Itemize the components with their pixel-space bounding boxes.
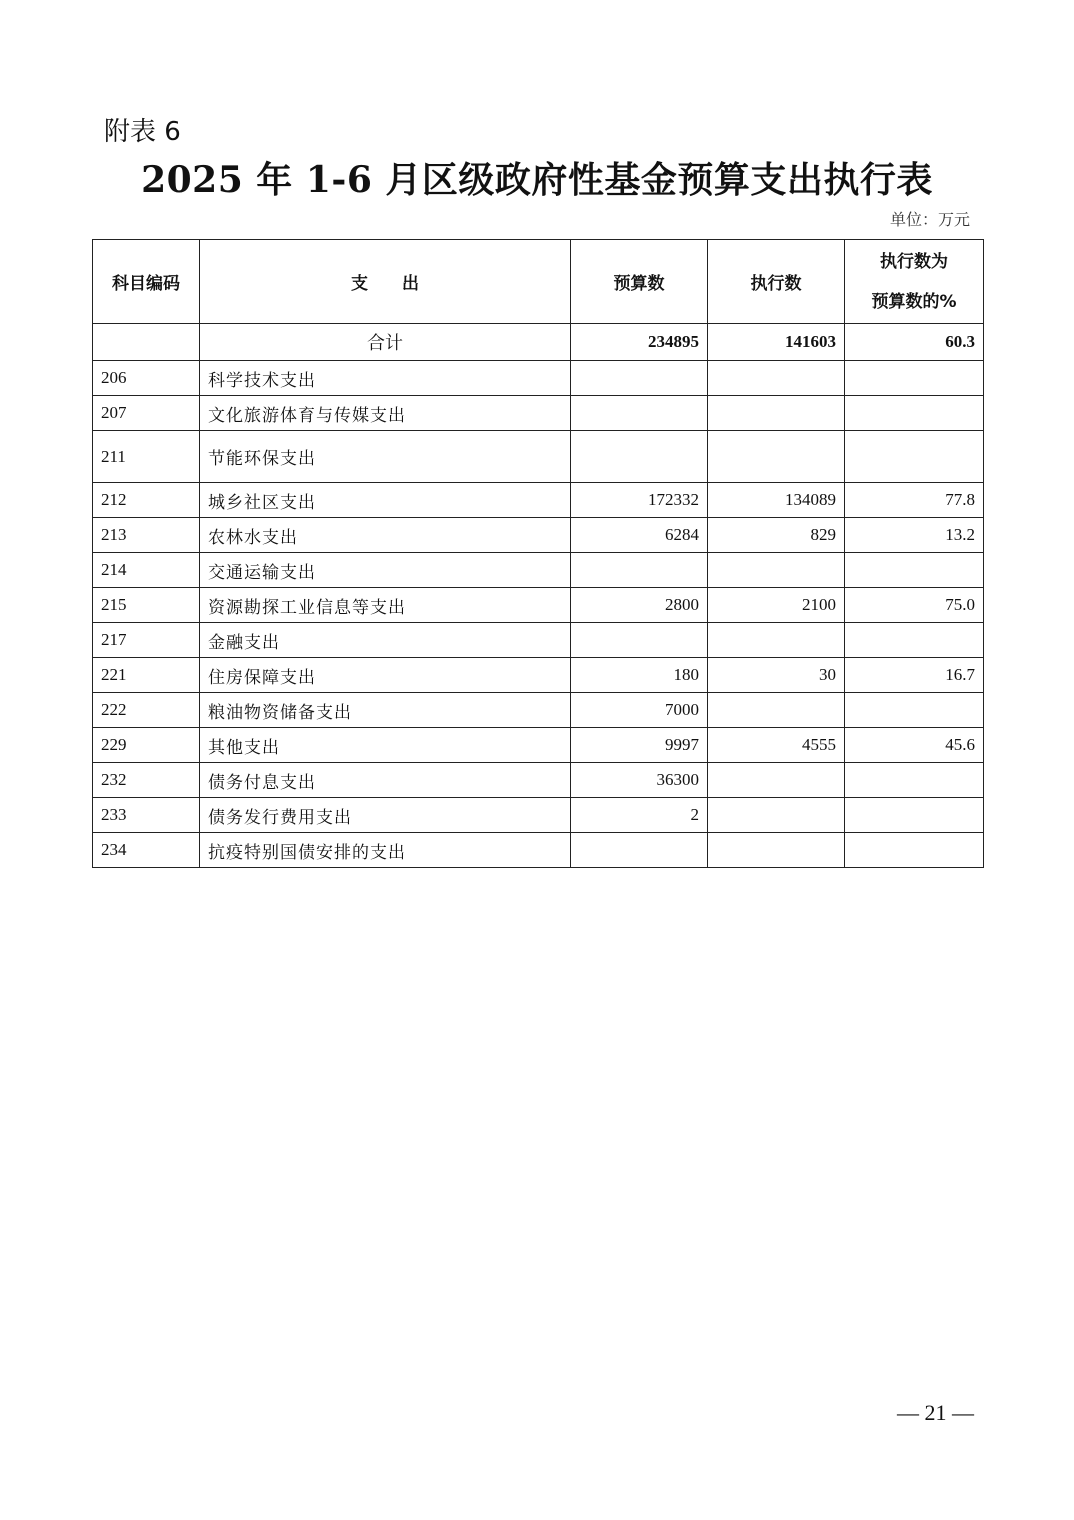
row-name: 抗疫特别国债安排的支出 — [200, 833, 571, 868]
header-executed: 执行数 — [708, 240, 845, 324]
total-row — [93, 324, 984, 361]
expenditure-table — [92, 239, 984, 868]
row-code: 211 — [93, 431, 200, 483]
header-budget: 预算数 — [571, 240, 708, 324]
row-ratio: 75.0 — [845, 588, 984, 623]
row-code: 214 — [93, 553, 200, 588]
table-row — [93, 833, 984, 868]
row-ratio: 77.8 — [845, 483, 984, 518]
row-name: 其他支出 — [200, 728, 571, 763]
row-ratio — [845, 623, 984, 658]
row-name: 农林水支出 — [200, 518, 571, 553]
row-executed: 30 — [708, 658, 845, 693]
row-budget — [571, 833, 708, 868]
table-row — [93, 798, 984, 833]
total-budget: 234895 — [571, 324, 708, 361]
row-code: 207 — [93, 396, 200, 431]
row-code: 234 — [93, 833, 200, 868]
row-code: 232 — [93, 763, 200, 798]
row-budget: 9997 — [571, 728, 708, 763]
header-item: 支 出 — [200, 240, 571, 324]
row-ratio: 13.2 — [845, 518, 984, 553]
header-ratio-line2: 预算数的% — [871, 291, 957, 312]
row-executed — [708, 693, 845, 728]
row-name: 债务发行费用支出 — [200, 798, 571, 833]
row-ratio — [845, 361, 984, 396]
row-executed — [708, 431, 845, 483]
row-name: 城乡社区支出 — [200, 483, 571, 518]
row-ratio: 45.6 — [845, 728, 984, 763]
row-budget: 2800 — [571, 588, 708, 623]
row-name: 金融支出 — [200, 623, 571, 658]
row-code: 206 — [93, 361, 200, 396]
page-number: — 21 — — [897, 1400, 974, 1425]
row-code: 222 — [93, 693, 200, 728]
header-code: 科目编码 — [93, 240, 200, 324]
table-row — [93, 396, 984, 431]
row-ratio — [845, 431, 984, 483]
row-executed — [708, 833, 845, 868]
row-executed — [708, 798, 845, 833]
row-code: 215 — [93, 588, 200, 623]
total-label: 合计 — [200, 324, 571, 361]
row-name: 债务付息支出 — [200, 763, 571, 798]
header-ratio-line1: 执行数为 — [880, 251, 948, 272]
table-row — [93, 518, 984, 553]
total-executed: 141603 — [708, 324, 845, 361]
table-header-row — [93, 240, 984, 324]
row-executed — [708, 361, 845, 396]
table-row — [93, 588, 984, 623]
row-budget: 6284 — [571, 518, 708, 553]
row-name: 住房保障支出 — [200, 658, 571, 693]
row-name: 科学技术支出 — [200, 361, 571, 396]
row-budget — [571, 623, 708, 658]
row-code: 233 — [93, 798, 200, 833]
row-code: 221 — [93, 658, 200, 693]
table-row — [93, 728, 984, 763]
row-budget: 180 — [571, 658, 708, 693]
row-budget — [571, 396, 708, 431]
row-name: 资源勘探工业信息等支出 — [200, 588, 571, 623]
row-code: 213 — [93, 518, 200, 553]
row-executed — [708, 763, 845, 798]
row-ratio — [845, 693, 984, 728]
row-budget: 7000 — [571, 693, 708, 728]
row-executed: 2100 — [708, 588, 845, 623]
row-executed — [708, 396, 845, 431]
row-budget — [571, 553, 708, 588]
row-executed: 829 — [708, 518, 845, 553]
table-row — [93, 553, 984, 588]
row-name: 交通运输支出 — [200, 553, 571, 588]
row-ratio — [845, 763, 984, 798]
row-ratio — [845, 396, 984, 431]
row-ratio — [845, 553, 984, 588]
table-row — [93, 431, 984, 483]
row-name: 文化旅游体育与传媒支出 — [200, 396, 571, 431]
row-code: 229 — [93, 728, 200, 763]
table-row — [93, 483, 984, 518]
row-ratio — [845, 833, 984, 868]
table-row — [93, 658, 984, 693]
row-budget — [571, 361, 708, 396]
row-executed: 4555 — [708, 728, 845, 763]
attachment-label: 附表 6 — [104, 117, 181, 147]
row-budget — [571, 431, 708, 483]
row-code: 217 — [93, 623, 200, 658]
row-budget: 36300 — [571, 763, 708, 798]
row-executed — [708, 553, 845, 588]
row-budget: 2 — [571, 798, 708, 833]
total-code — [93, 324, 200, 361]
row-ratio: 16.7 — [845, 658, 984, 693]
row-executed — [708, 623, 845, 658]
row-code: 212 — [93, 483, 200, 518]
row-ratio — [845, 798, 984, 833]
header-ratio — [845, 240, 984, 324]
total-ratio: 60.3 — [845, 324, 984, 361]
unit-label: 单位：万元 — [889, 210, 970, 229]
row-name: 粮油物资储备支出 — [200, 693, 571, 728]
row-budget: 172332 — [571, 483, 708, 518]
row-executed: 134089 — [708, 483, 845, 518]
table-row — [93, 623, 984, 658]
table-row — [93, 693, 984, 728]
page-title: 2025 年 1-6 月区级政府性基金预算支出执行表 — [141, 159, 933, 201]
row-name: 节能环保支出 — [200, 431, 571, 483]
table-row — [93, 361, 984, 396]
table-row — [93, 763, 984, 798]
